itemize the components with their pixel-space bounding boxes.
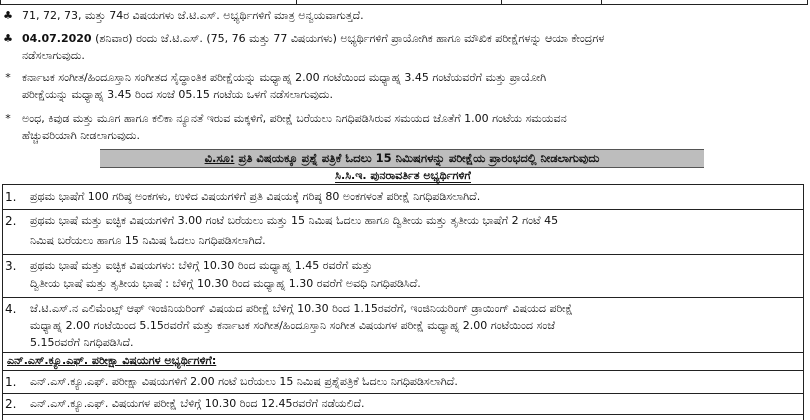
- row-divider: [2, 297, 804, 298]
- item-number: 2.: [5, 397, 17, 411]
- reading-time-banner: [100, 149, 704, 168]
- item-number: 1.: [5, 190, 17, 204]
- note-text-line2: ನಡೆಸಲಾಗುವುದು.: [22, 49, 85, 62]
- row-divider: [2, 393, 804, 394]
- cce-item: [2, 258, 804, 294]
- asterisk-bullet-icon: *: [5, 112, 11, 125]
- item-text-line2: ನಿಮಿಷ ಬರೆಯಲು ಹಾಗೂ 15 ನಿಮಿಷ ಓದಲು ನಿಗಧಿಪಡಿಸಲಾಗಿದೆ.: [30, 234, 266, 247]
- item-text: ಎನ್.ಎಸ್.ಕ್ಯೂ.ಎಫ್. ವಿಷಯಗಳ ಪರೀಕ್ಷೆ ಬೆಳಿಗ್ಗೆ 10.30 ರಿಂದ 12.45ರವರೆಗೆ ನಡೆಯಲಿದೆ.: [30, 397, 365, 410]
- row-divider: [2, 414, 804, 415]
- nsqf-item: [2, 374, 804, 392]
- table-column-divider: [501, 0, 502, 4]
- item-number: 2.: [5, 214, 17, 228]
- item-text-line3: 5.15ರವರೆಗೆ ನಿಗಧಿಪಡಿಸಿದೆ.: [30, 336, 134, 349]
- note-text: ಅಂಧ, ಕಿವುಡ ಮತ್ತು ಮೂಗ ಹಾಗೂ ಕಲಿಕಾ ನ್ಯೂನತೆ ಇರುವ ಮಕ್ಕಳಿಗೆ, ಪರೀಕ್ಷೆ ಬರೆಯಲು ನಿಗಧಿಪಡಿಸಿರುವ ಸಮಯದ ಜೊತೆಗೆ 1.00 ಗಂಟೆಯ ಸಮಯವನ: [22, 112, 567, 125]
- item-text: ಜೆ.ಟಿ.ಎಸ್.ನ ಎಲಿಮೆಂಟ್ಸ್ ಆಫ್ ಇಂಜಿನಿಯರಿಂಗ್ ವಿಷಯದ ಪರೀಕ್ಷೆ ಬೆಳಿಗ್ಗೆ 10.30 ರಿಂದ 1.15ರವರೆಗೆ, ಇಂಜಿನಿಯರಿಂಗ್ ಡ್ರಾಯಿಂಗ್ ವಿಷಯದ ಪರೀಕ್ಷೆ: [30, 302, 573, 315]
- note-text: (ಶನಿವಾರ) ರಂದು ಜೆ.ಟಿ.ಎಸ್. (75, 76 ಮತ್ತು 77 ವಿಷಯಗಳು) ಅಭ್ಯರ್ಥಿಗಳಿಗೆ ಪ್ರಾಯೋಗಿಕ ಹಾಗೂ ಮೌಖಿಕ ಪರೀಕ್ಷೆಗಳನ್ನು ಆಯಾ ಕೇಂದ್ರಗಳ: [91, 32, 605, 45]
- table-column-divider: [296, 0, 297, 4]
- item-text-line2: ದ್ವಿತೀಯ ಭಾಷೆ ಮತ್ತು ತೃತೀಯ ಭಾಷೆ : ಬೆಳಿಗ್ಗೆ 10.30 ರಿಂದ ಮಧ್ಯಾಹ್ನ 1.30 ರವರೆಗೆ ಅವಧಿ ನಿಗಧಿಪಡಿಸಿದೆ.: [30, 277, 421, 290]
- note-text-line2: ಪರೀಕ್ಷೆಯನ್ನು ಮಧ್ಯಾಹ್ನ 3.45 ರಿಂದ ಸಂಜೆ 05.15 ಗಂಟೆಯ ಒಳಗೆ ನಡೆಸಲಾಗುವುದು.: [22, 88, 333, 101]
- nsqf-heading: ಎನ್.ಎಸ್.ಕ್ಯೂ.ಎಫ್. ಪರೀಕ್ಷಾ ವಿಷಯಗಳ ಅಭ್ಯರ್ಥಿಗಳಿಗೆ:: [7, 354, 217, 367]
- cce-item: [2, 213, 804, 251]
- note-text: 71, 72, 73, ಮತ್ತು 74ರ ವಿಷಯಗಳು ಜೆ.ಟಿ.ಎಸ್. ಅಭ್ಯರ್ಥಿಗಳಿಗೆ ಮಾತ್ರ ಅನ್ವಯವಾಗುತ್ತದೆ.: [22, 9, 364, 22]
- note-text: ಕರ್ನಾಟಕ ಸಂಗೀತ/ಹಿಂದೂಸ್ತಾನಿ ಸಂಗೀತದ ಸೈದ್ಧಾಂತಿಕ ಪರೀಕ್ಷೆಯನ್ನು ಮಧ್ಯಾಹ್ನ 2.00 ಗಂಟೆಯಿಂದ ಮಧ್ಯಾಹ್ನ 3.45 ಗಂಟೆಯವರೆಗೆ ಮತ್ತು ಪ್ರಾಯೋಗಿ: [22, 71, 547, 84]
- item-number: 1.: [5, 375, 17, 389]
- table-column-divider: [601, 0, 602, 4]
- asterisk-bullet-icon: *: [5, 71, 11, 84]
- row-divider: [2, 254, 804, 255]
- item-number: 4.: [5, 302, 17, 316]
- cce-item: [2, 189, 804, 207]
- row-divider: [2, 209, 804, 210]
- item-text: ಎನ್.ಎಸ್.ಕ್ಯೂ.ಎಫ್. ಪರೀಕ್ಷಾ ವಿಷಯಗಳಿಗೆ 2.00 ಗಂಟೆ ಬರೆಯಲು 15 ನಿಮಿಷ ಪ್ರಶ್ನೆಪತ್ರಿಕೆ ಓದಲು ನಿಗಧಿಪಡಿಸಲಾಗಿದೆ.: [30, 375, 458, 388]
- cce-item: [2, 301, 804, 351]
- item-number: 3.: [5, 259, 17, 273]
- table-bottom-edge: [0, 0, 808, 5]
- item-text: ಪ್ರಥಮ ಭಾಷೆ ಮತ್ತು ಐಚ್ಛಿಕ ವಿಷಯಗಳು: ಬೆಳಿಗ್ಗೆ 10.30 ರಿಂದ ಮಧ್ಯಾಹ್ನ 1.45 ರವರೆಗೆ ಮತ್ತು: [30, 259, 373, 272]
- club-bullet-icon: ♣: [3, 32, 13, 45]
- note-music-exam: [0, 70, 810, 104]
- banner-text: ಪ್ರತಿ ವಿಷಯಕ್ಕೂ ಪ್ರಶ್ನೆ ಪತ್ರಿಕೆ ಓದಲು 15 ನಿಮಿಷಗಳನ್ನು ಪರೀಕ್ಷೆಯ ಪ್ರಾರಂಭದಲ್ಲಿ ನೀಡಲಾಗುವುದು: [234, 151, 600, 165]
- club-bullet-icon: ♣: [3, 9, 13, 22]
- note-practical-exam: [0, 31, 810, 65]
- item-text: ಪ್ರಥಮ ಭಾಷೆಗೆ 100 ಗರಿಷ್ಠ ಅಂಕಗಳು, ಉಳಿದ ವಿಷಯಗಳಿಗೆ ಪ್ರತಿ ವಿಷಯಕ್ಕೆ ಗರಿಷ್ಠ 80 ಅಂಕಗಳಂತೆ ಪರೀಕ್ಷೆ ನಿಗಧಿಪಡಿಸಲಾಗಿದೆ.: [30, 190, 481, 203]
- nsqf-item: [2, 396, 804, 414]
- note-text-line2: ಹೆಚ್ಚುವರಿಯಾಗಿ ನೀಡಲಾಗುವುದು.: [22, 129, 141, 142]
- banner-lead: ವಿ.ಸೂ:: [204, 151, 235, 165]
- note-jts-subjects: [0, 8, 810, 24]
- item-text-line2: ಮಧ್ಯಾಹ್ನ 2.00 ಗಂಟೆಯಿಂದ 5.15ರವರೆಗೆ ಮತ್ತು ಕರ್ನಾಟಕ ಸಂಗೀತ/ಹಿಂದೂಸ್ತಾನಿ ಸಂಗೀತ ವಿಷಯಗಳ ಪರೀಕ್ಷೆ ಮಧ್ಯಾಹ್ನ 2.00 ಗಂಟೆಯಿಂದ ಸಂಜೆ: [30, 319, 556, 332]
- cce-repeater-heading: ಸಿ.ಸಿ.ಇ. ಪುನರಾವರ್ತಿತ ಅಭ್ಯರ್ಥಿಗಳಿಗೆ: [335, 169, 471, 182]
- note-special-needs: [0, 111, 810, 145]
- note-date: 04.07.2020: [22, 32, 92, 45]
- item-text: ಪ್ರಥಮ ಭಾಷೆ ಮತ್ತು ಐಚ್ಛಿಕ ವಿಷಯಗಳಿಗೆ 3.00 ಗಂಟೆ ಬರೆಯಲು ಮತ್ತು 15 ನಿಮಿಷ ಓದಲು ಹಾಗೂ ದ್ವಿತೀಯ ಮತ್ತು ತೃತೀಯ ಭಾಷೆಗೆ 2 ಗಂಟೆ 45: [30, 214, 559, 227]
- row-divider: [2, 370, 804, 371]
